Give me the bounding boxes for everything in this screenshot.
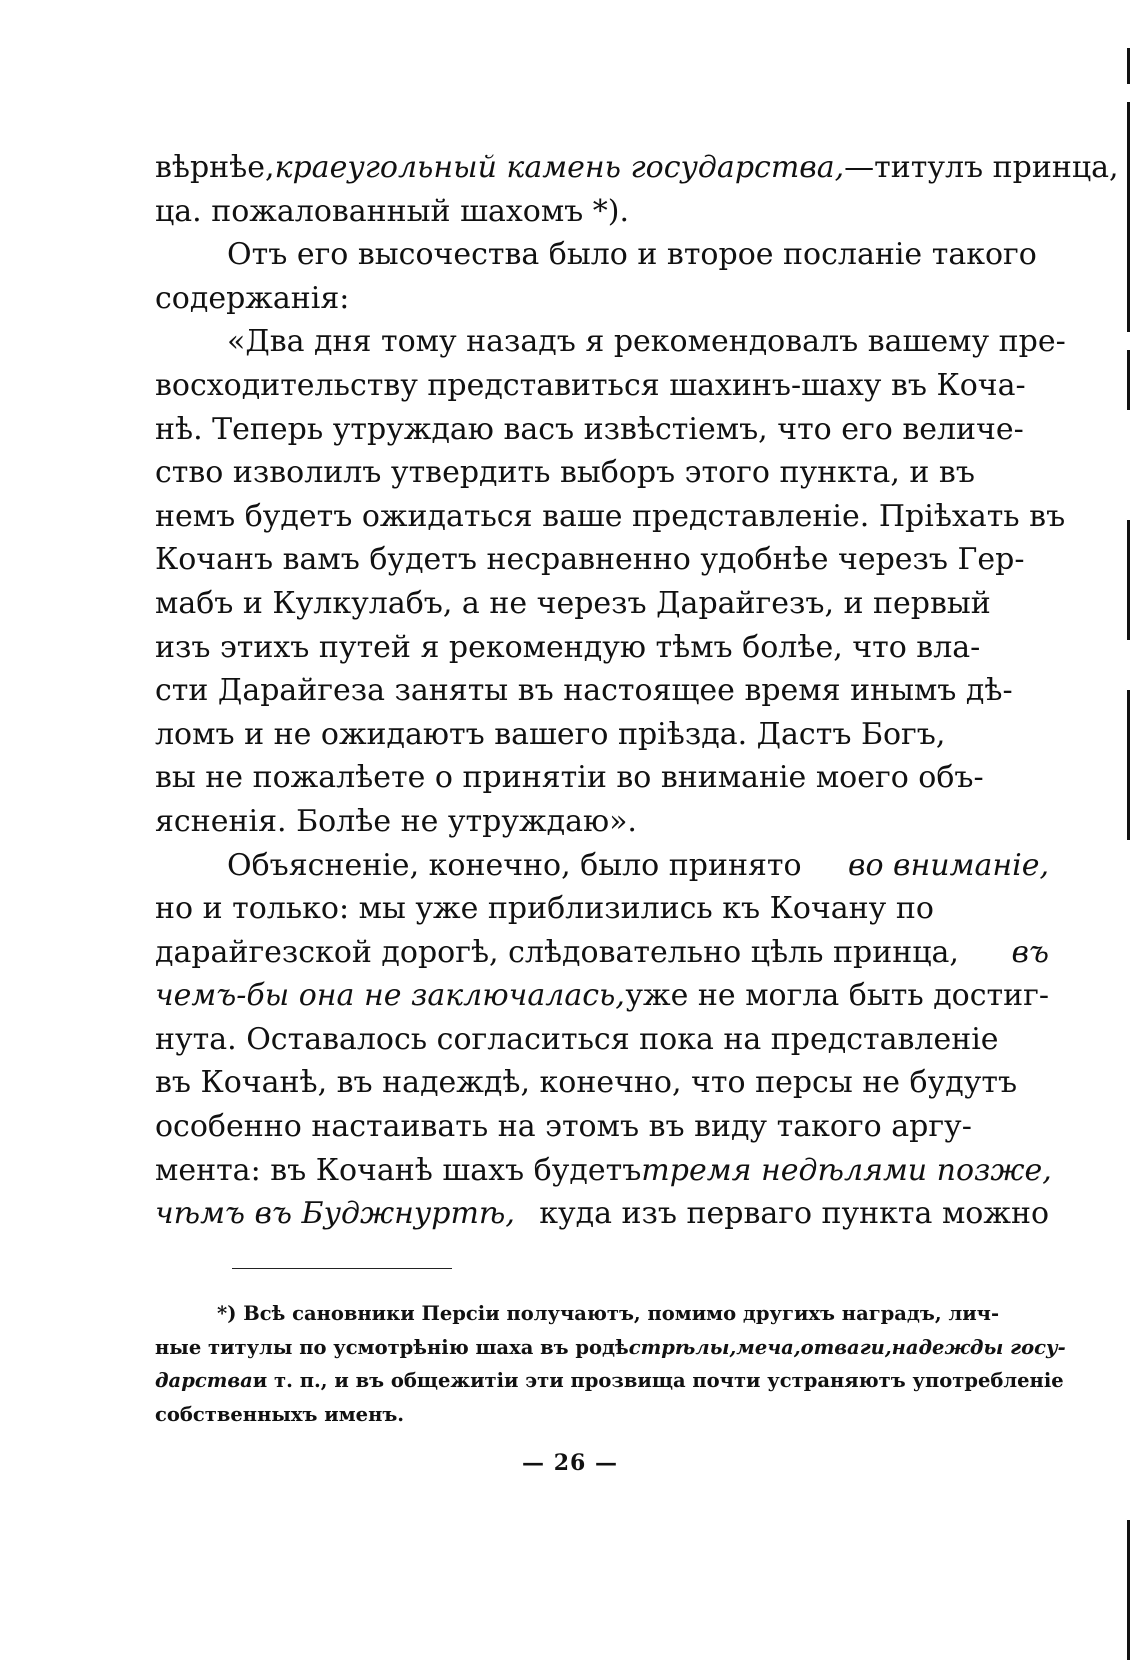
text-run: уже не могла быть достиг- (625, 978, 1049, 1014)
text-run: особенно настаивать на этомъ въ виду такого аргу- (155, 1109, 972, 1145)
text-line (155, 931, 1049, 975)
text-run: и т. п., и въ общежитіи эти прозвища почти устраняютъ употребленіе (252, 1369, 1064, 1392)
scan-edge-mark (1127, 102, 1130, 332)
text-run: *) Всѣ сановники Персіи получаютъ, помимо другихъ наградъ, лич- (217, 1302, 1000, 1325)
text-run: собственныхъ именъ. (155, 1402, 405, 1426)
italic-run: надежды госу- (891, 1335, 1066, 1359)
text-run: нѣ. Теперь утруждаю васъ извѣстіемъ, что его величе- (155, 411, 1024, 447)
italic-run: дарства (155, 1369, 253, 1392)
text-line (155, 1018, 1049, 1062)
text-run: восходительству представиться шахинъ-шаху въ Коча- (155, 367, 1026, 403)
text-run: немъ будетъ ожидаться ваше представленіе. Пріѣхать въ (155, 498, 1066, 534)
text-line (155, 1105, 1049, 1149)
text-line (155, 233, 1049, 277)
footnote (155, 1297, 1066, 1431)
main-text (155, 146, 1119, 1236)
italic-run: отваги, (800, 1335, 892, 1359)
text-line (155, 713, 1049, 757)
text-run: вѣрнѣе, (155, 150, 275, 185)
footnote-line (155, 1364, 1064, 1398)
text-line (155, 538, 1049, 582)
text-line (155, 582, 1049, 626)
italic-run: во вниманіе, (847, 847, 1049, 883)
italic-run: чѣмъ въ Буджнуртѣ, (155, 1196, 515, 1232)
text-line (155, 277, 1049, 321)
text-run: содержанія: (155, 280, 350, 316)
scan-edge-mark (1127, 690, 1130, 840)
footnote-line (155, 1398, 1049, 1432)
text-run: ные титулы по усмотрѣнію шаха въ родѣ (155, 1335, 629, 1359)
scan-edge-mark (1127, 1520, 1130, 1660)
text-run: «Два дня тому назадъ я рекомендовалъ вашему пре- (227, 324, 1066, 360)
text-run: дарайгезской дорогѣ, слѣдовательно цѣль принца, (155, 934, 959, 970)
footnote-line (155, 1297, 1049, 1331)
text-run: въ Кочанѣ, въ надеждѣ, конечно, что персы не будутъ (155, 1065, 1018, 1101)
footnote-divider (232, 1268, 452, 1269)
text-run: Кочанъ вамъ будетъ несравненно удобнѣе черезъ Гер- (155, 542, 1025, 578)
text-line (155, 756, 1049, 800)
text-line (155, 800, 1049, 844)
text-run: мабъ и Кулкулабъ, а не черезъ Дарайгезъ, и первый (155, 585, 991, 621)
text-run: сти Дарайгеза заняты въ настоящее время инымъ дѣ- (155, 673, 1013, 709)
text-run: ломъ и не ожидаютъ вашего пріѣзда. Дастъ Богъ, (155, 716, 946, 752)
text-line (155, 1061, 1049, 1105)
text-line (155, 887, 1049, 931)
text-line (155, 1149, 1052, 1193)
text-run: ясненія. Болѣе не утруждаю». (155, 803, 637, 839)
text-run: но и только: мы уже приблизились къ Кочану по (155, 891, 934, 927)
text-line (155, 974, 1049, 1018)
text-run: мента: въ Кочанѣ шахъ будетъ (155, 1152, 642, 1188)
text-line (155, 320, 1066, 364)
italic-run: въ (1011, 934, 1049, 970)
text-line (155, 364, 1049, 408)
text-run: вы не пожалѣете о принятіи во вниманіе моего объ- (155, 760, 984, 796)
scan-edge-mark (1127, 520, 1130, 640)
text-line (155, 146, 1119, 190)
text-line (155, 408, 1049, 452)
text-line (155, 844, 1049, 888)
text-line (155, 669, 1049, 713)
text-line (155, 626, 1049, 670)
page-number: — 26 — (522, 1450, 618, 1476)
text-run: ца. пожалованный шахомъ *). (155, 193, 630, 229)
text-run: ство изволилъ утвердить выборъ этого пункта, и въ (155, 455, 975, 491)
text-line (155, 1192, 1049, 1236)
text-run: Объясненіе, конечно, было принято (227, 847, 802, 883)
text-line (155, 451, 1049, 495)
text-run: нута. Оставалось согласиться пока на представленіе (155, 1021, 999, 1057)
text-run: изъ этихъ путей я рекомендую тѣмъ болѣе, что вла- (155, 629, 981, 665)
italic-run: меча, (736, 1335, 801, 1359)
italic-run: чемъ-бы она не заключалась, (155, 978, 625, 1014)
text-line (155, 190, 1049, 234)
text-run: Отъ его высочества было и второе посланіе такого (227, 237, 1037, 273)
scan-edge-mark (1127, 48, 1130, 84)
italic-run: стрѣлы, (628, 1335, 737, 1359)
text-run: —титулъ принца, (844, 150, 1119, 185)
text-run: куда изъ перваго пункта можно (539, 1196, 1049, 1232)
footnote-line (155, 1331, 1066, 1365)
italic-run: тремя недѣлями позже, (641, 1152, 1052, 1188)
scan-edge-mark (1127, 350, 1130, 410)
italic-run: краеугольный камень государства, (274, 150, 845, 185)
text-line (155, 495, 1066, 539)
